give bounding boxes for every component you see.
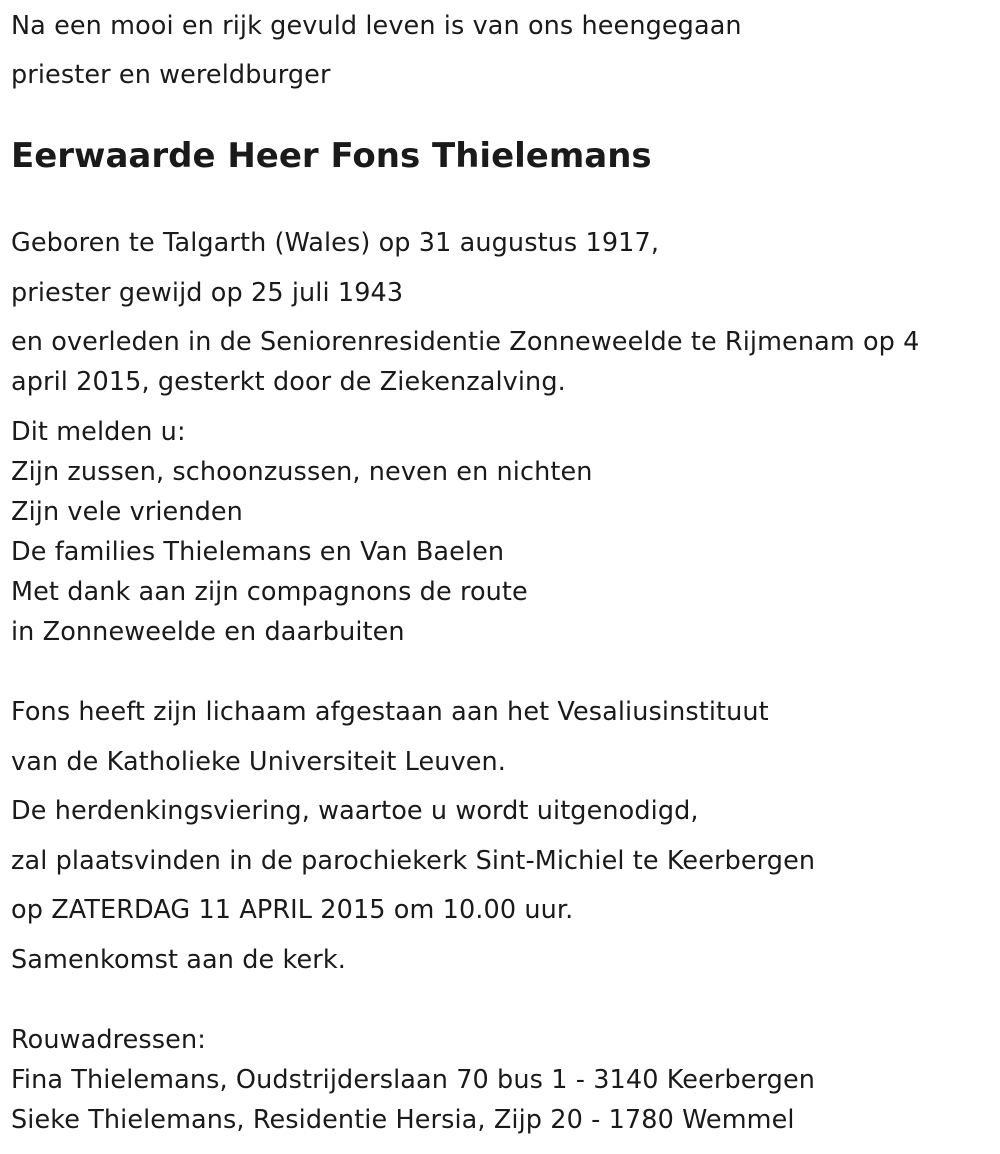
invitation-line: De herdenkingsviering, waartoe u wordt uitgenodigd, [11, 796, 699, 826]
family-line: Met dank aan zijn compagnons de route [11, 577, 528, 607]
died-line-1: en overleden in de Seniorenresidentie Zonneweelde te Rijmenam op 4 [11, 327, 920, 357]
condolence-address: Sieke Thielemans, Residentie Hersia, Zijp 20 - 1780 Wemmel [11, 1105, 795, 1135]
family-line: Zijn vele vrienden [11, 497, 243, 527]
family-line: Zijn zussen, schoonzussen, neven en nichten [11, 457, 593, 487]
born-line: Geboren te Talgarth (Wales) op 31 augustus 1917, [11, 228, 660, 258]
intro-line-1: Na een mooi en rijk gevuld leven is van ons heengegaan [11, 11, 742, 41]
datetime-line: op ZATERDAG 11 APRIL 2015 om 10.00 uur. [11, 895, 574, 925]
condolence-address: Fina Thielemans, Oudstrijderslaan 70 bus 1 - 3140 Keerbergen [11, 1065, 815, 1095]
family-line: De families Thielemans en Van Baelen [11, 537, 505, 567]
announcement-intro: Dit melden u: [11, 417, 186, 447]
ordained-line: priester gewijd op 25 juli 1943 [11, 278, 404, 308]
died-line-2: april 2015, gesterkt door de Ziekenzalving. [11, 367, 566, 397]
family-line: in Zonneweelde en daarbuiten [11, 617, 405, 647]
condolence-heading: Rouwadressen: [11, 1025, 206, 1055]
deceased-name: Eerwaarde Heer Fons Thielemans [11, 136, 652, 176]
location-line: zal plaatsvinden in de parochiekerk Sint-Michiel te Keerbergen [11, 846, 816, 876]
gathering-line: Samenkomst aan de kerk. [11, 945, 346, 975]
body-donation-line-1: Fons heeft zijn lichaam afgestaan aan het Vesaliusinstituut [11, 697, 769, 727]
body-donation-line-2: van de Katholieke Universiteit Leuven. [11, 747, 507, 777]
intro-line-2: priester en wereldburger [11, 60, 331, 90]
